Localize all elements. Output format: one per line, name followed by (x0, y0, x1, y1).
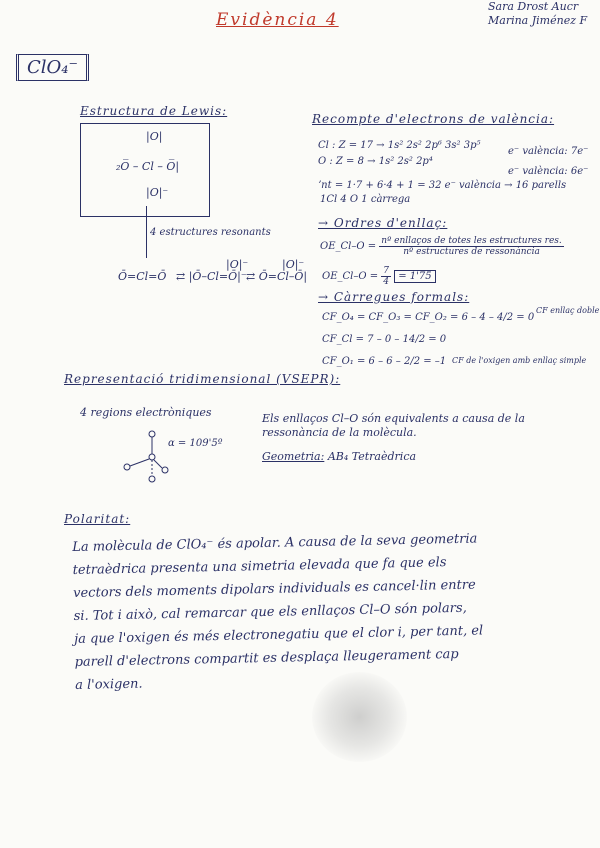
lewis-middle-row: ₂O̅ – Cl – O̅| (116, 160, 180, 173)
polaritat-line: La molècula de ClO₄⁻ és apolar. A causa de la seva geometria (72, 531, 478, 555)
polaritat-line: parell d'electrons compartit es desplaça lleugerament cap (74, 646, 459, 670)
resonance-explanation: Els enllaços Cl–O són equivalents a causa de la ressonància de la molècula. (262, 412, 525, 439)
authors-block (488, 0, 587, 28)
formal-charge-line-3: CF_O₁ = 6 – 6 – 2/2 = –1 (322, 356, 447, 367)
tetrahedral-sketch (118, 426, 188, 486)
total-valence-sub: 1Cl 4 O 1 càrrega (320, 194, 411, 205)
author-2: Marina Jiménez F (488, 14, 588, 27)
formal-charge-line-2: CF_Cl = 7 – 0 – 14/2 = 0 (322, 334, 447, 345)
bond-angle: α = 109'5º (168, 438, 223, 449)
lewis-heading: Estructura de Lewis: (80, 104, 228, 118)
carregues-heading: → Càrregues formals: (318, 290, 470, 304)
recompte-heading: Recompte d'electrons de valència: (312, 112, 555, 126)
polaritat-line: si. Tot i això, cal remarcar que els enllaços Cl–O són polars, (73, 600, 467, 624)
polaritat-paragraph (72, 526, 551, 697)
resonance-structure-1: Ō=Cl=Ō (118, 270, 167, 283)
bond-order-result-lhs: OE_Cl–O = (322, 271, 379, 282)
bond-order-denominator: nº estructures de ressonància (403, 247, 540, 257)
total-valence: ʼnt = 1·7 + 6·4 + 1 = 32 e⁻ valència → 16 parells (318, 180, 567, 191)
bond-order-result-den: 4 (383, 277, 390, 287)
o-config: O : Z = 8 → 1s² 2s² 2p⁴ (318, 156, 433, 167)
polaritat-line: ja que l'oxigen és més electronegatiu que el clor i, per tant, el (74, 623, 484, 647)
bond-order-result (322, 266, 436, 287)
trid-heading: Representació tridimensional (VSEPR): (64, 372, 341, 386)
resonance-note: 4 estructures resonants (150, 227, 271, 238)
bond-order-value: = 1'75 (394, 270, 435, 283)
geometry-row (262, 450, 416, 463)
bond-order-result-num: 7 (383, 266, 390, 276)
formal-charge-line-1: CF_O₄ = CF_O₃ = CF_O₂ = 6 – 4 – 4/2 = 0 (322, 312, 535, 323)
page-title: Evidència 4 (216, 10, 339, 30)
formal-charge-note-3: CF de l'oxigen amb enllaç simple (452, 356, 587, 365)
o-valence-note: e⁻ valència: 6e⁻ (508, 166, 589, 177)
resonance-structure-3-top: |O|⁻ (282, 258, 305, 271)
polaritat-line: a l'oxigen. (74, 676, 143, 693)
bond-order-definition (320, 236, 564, 257)
resonance-structure-3: ⇄ Ō=Cl–Ō| (246, 270, 308, 283)
lewis-top-oxygen: |O| (146, 130, 163, 143)
resonance-arrow (146, 206, 147, 258)
polaritat-line: tetraèdrica presenta una simetria elevada que fa que els (72, 555, 447, 578)
bond-order-numerator: nº enllaços de totes les estructures res. (381, 236, 562, 246)
cl-valence-note: e⁻ valència: 7e⁻ (508, 146, 589, 157)
bond-order-result-fraction (381, 266, 391, 287)
geometry-label: Geometria: (262, 450, 325, 463)
resonance-structure-2-top: |O|⁻ (226, 258, 249, 271)
cl-config: Cl : Z = 17 → 1s² 2s² 2p⁶ 3s² 3p⁵ (318, 140, 481, 151)
formal-charge-note-1: CF enllaç doble (536, 306, 600, 315)
polaritat-line: vectors dels moments dipolars individuals es cancel·lin entre (73, 577, 476, 601)
polaritat-heading: Polaritat: (64, 512, 131, 526)
bond-order-lhs: OE_Cl–O = (320, 241, 377, 252)
regions-label: 4 regions electròniques (80, 406, 212, 419)
lewis-bottom-oxygen: |O|⁻ (146, 186, 169, 199)
formula-box: ClO₄⁻ (16, 54, 89, 81)
author-1: Sara Drost Aucr (488, 0, 579, 13)
resonance-structure-2: ⇄ |Ō–Cl=Ō|⁻ (176, 270, 247, 283)
ordres-heading: → Ordres d'enllaç: (318, 216, 448, 230)
paper-smudge (312, 672, 407, 762)
bond-order-fraction (379, 236, 564, 257)
geometry-value: AB₄ Tetraèdrica (327, 450, 417, 463)
